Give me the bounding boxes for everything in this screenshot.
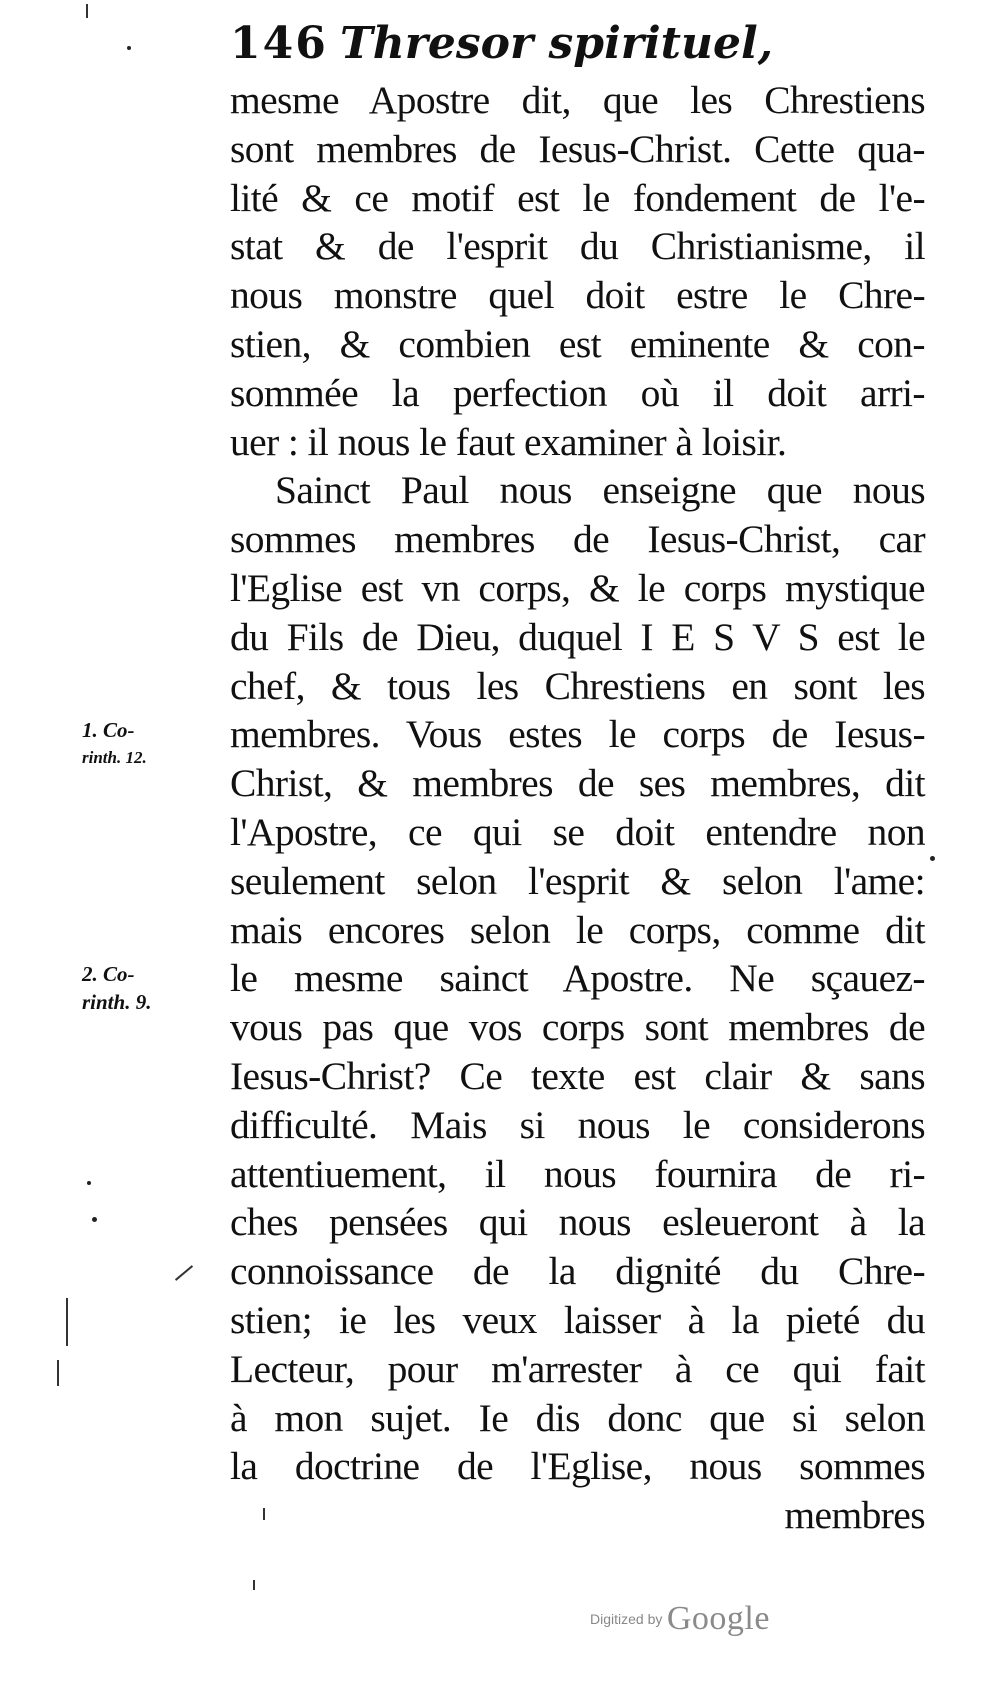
scan-speck	[930, 856, 935, 861]
digitized-label: Digitized by	[590, 1611, 663, 1627]
body-text	[230, 76, 925, 1540]
running-title: Thresor spirituel,	[340, 18, 774, 69]
text-line: Christ, & membres de ses membres, dit	[230, 761, 925, 806]
google-brand: Google	[666, 1600, 770, 1637]
catchword: membres	[784, 1493, 925, 1538]
text-line: nous monstre quel doit estre le Chre-	[230, 273, 925, 318]
page-number: 146	[230, 18, 328, 69]
running-header	[230, 14, 930, 74]
scan-mark	[86, 4, 88, 18]
text-line: mais encores selon le corps, comme dit	[230, 907, 925, 952]
text-line: à mon sujet. Ie dis donc que si selon	[230, 1395, 925, 1440]
text-line: stien; ie les veux laisser à la pieté du	[230, 1297, 925, 1342]
text-line: sommée la perfection où il doit arri-	[230, 370, 925, 415]
text-line: membres. Vous estes le corps de Iesus-	[230, 712, 925, 757]
scan-speck	[92, 1217, 97, 1222]
scan-speck	[127, 46, 131, 50]
text-line: vous pas que vos corps sont membres de	[230, 1005, 925, 1050]
text-line: le mesme sainct Apostre. Ne sçauez-	[230, 956, 925, 1001]
text-line: seulement selon l'esprit & selon l'ame:	[230, 858, 925, 903]
scan-mark	[66, 1298, 68, 1346]
text-line: ches pensées qui nous esleueront à la	[230, 1200, 925, 1245]
text-line: attentiuement, il nous fournira de ri-	[230, 1151, 925, 1196]
text-line: stien, & combien est eminente & con-	[230, 321, 925, 366]
scan-mark	[175, 1265, 193, 1281]
scan-mark	[253, 1580, 255, 1590]
text-line: stat & de l'esprit du Christianisme, il	[230, 224, 925, 269]
text-line: difficulté. Mais si nous le considerons	[230, 1102, 925, 1147]
margin-note-2-corinth-9: 2. Co- rinth. 9.	[82, 962, 152, 1014]
text-line: lité & ce motif est le fondement de l'e-	[230, 175, 925, 220]
text-line: l'Apostre, ce qui se doit entendre non	[230, 809, 925, 854]
text-line: Iesus-Christ? Ce texte est clair & sans	[230, 1053, 925, 1098]
scan-mark	[57, 1360, 59, 1386]
scan-mark	[263, 1508, 265, 1520]
text-line: connoissance de la dignité du Chre-	[230, 1249, 925, 1294]
text-line: mesme Apostre dit, que les Chrestiens	[230, 78, 925, 122]
digitized-watermark	[590, 1600, 770, 1640]
text-line: du Fils de Dieu, duquel I E S V S est le	[230, 614, 925, 659]
text-line: la doctrine de l'Eglise, nous sommes	[230, 1444, 925, 1489]
margin-note-1-corinth-12: 1. Co- rinth. 12.	[82, 718, 147, 767]
scan-speck	[87, 1181, 91, 1185]
text-line: sont membres de Iesus-Christ. Cette qua-	[230, 126, 925, 171]
text-line: uer : il nous le faut examiner à loisir.	[230, 419, 787, 464]
text-line: sommes membres de Iesus-Christ, car	[230, 517, 925, 562]
text-line: chef, & tous les Chrestiens en sont les	[230, 663, 925, 708]
text-line: Lecteur, pour m'arrester à ce qui fait	[230, 1346, 925, 1391]
text-line: Sainct Paul nous enseigne que nous	[275, 468, 925, 513]
text-line: l'Eglise est vn corps, & le corps mystique	[230, 565, 925, 610]
